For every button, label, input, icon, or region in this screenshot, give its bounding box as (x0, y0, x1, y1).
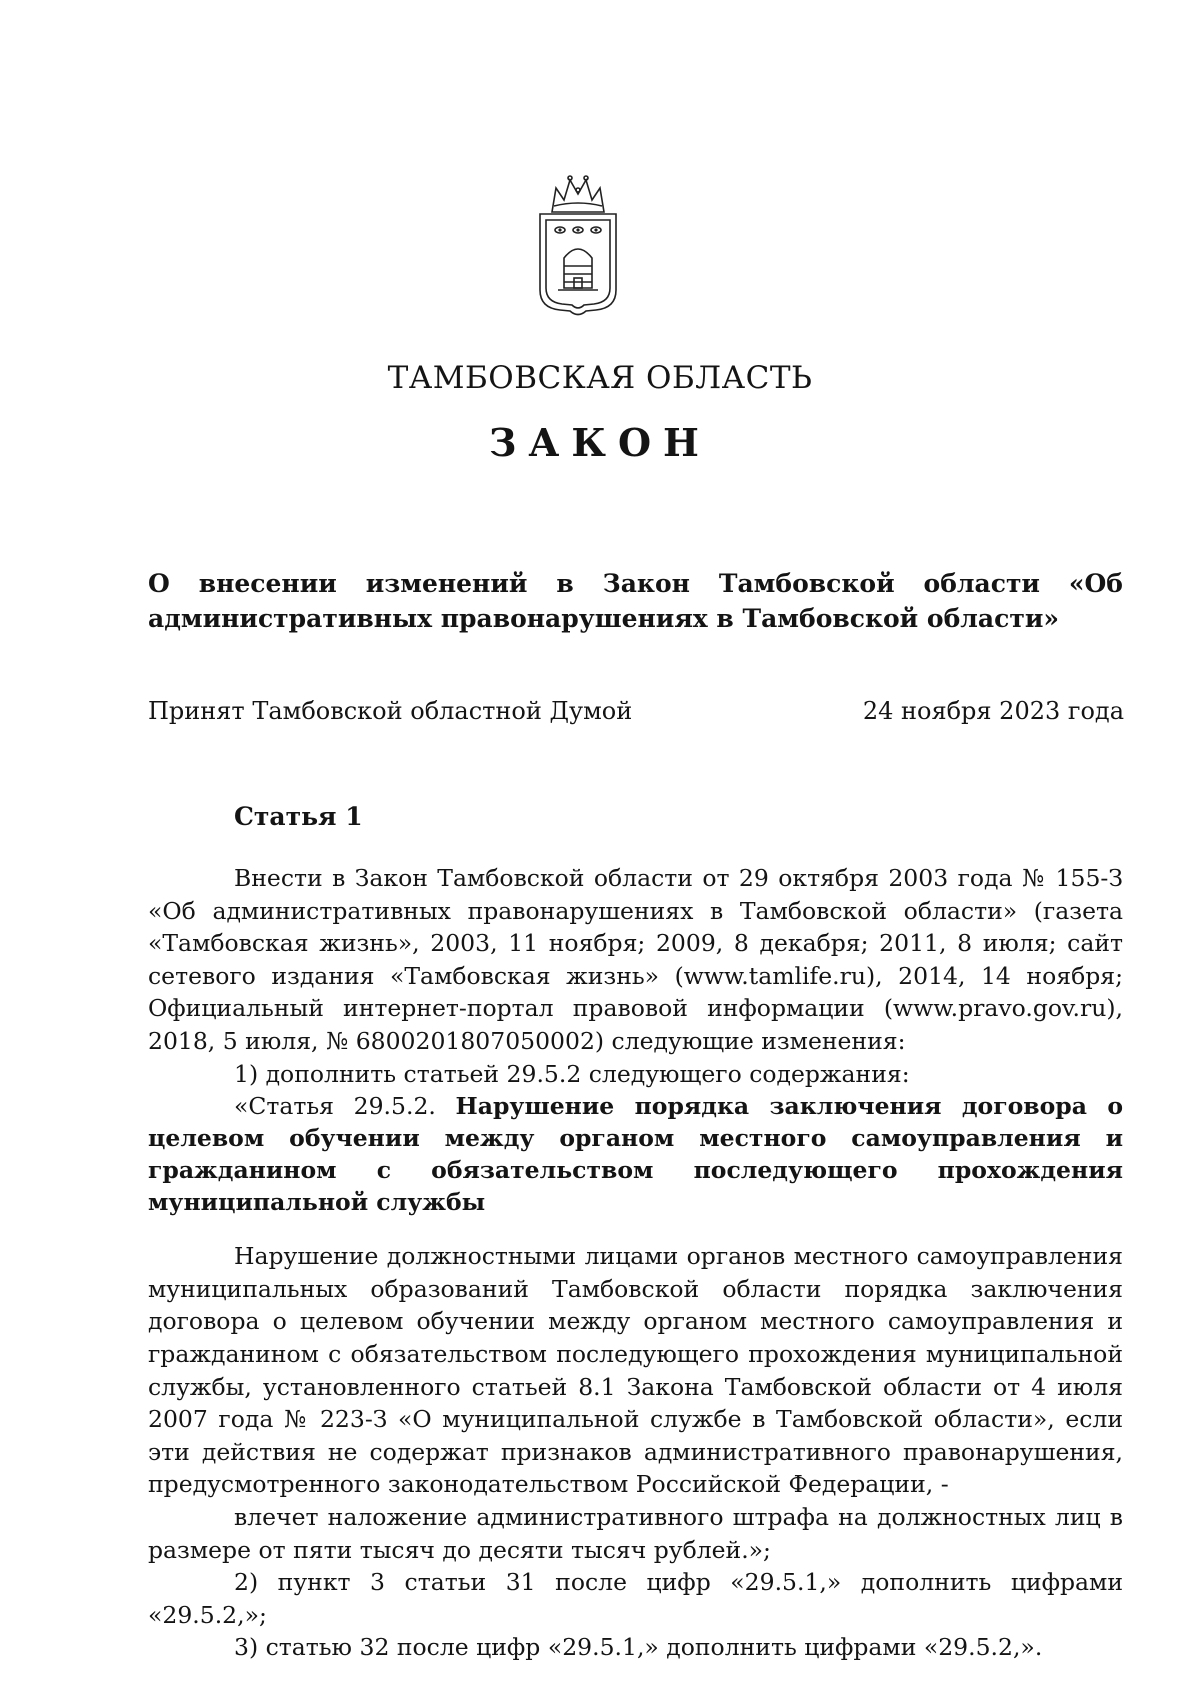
amendment-item-1: 1) дополнить статьей 29.5.2 следующего содержания: (234, 1059, 910, 1088)
new-article-prefix: «Статья 29.5.2. (234, 1092, 436, 1121)
penalty-text: влечет наложение административного штрафа на должностных лиц в размере от пяти тысяч до десяти тысяч рублей.»; (148, 1502, 1123, 1564)
new-article-title: Нарушение порядка заключения договора о целевом обучении между органом местного самоуправления и гражданином с обязательством последующего прохождения муниципальной службы (148, 1092, 1123, 1217)
region-heading: ТАМБОВСКАЯ ОБЛАСТЬ (387, 360, 813, 396)
coat-of-arms-emblem (530, 170, 626, 320)
amendment-item-2: 2) пункт 3 статьи 31 после цифр «29.5.1,» дополнить цифрами «29.5.2,»; (148, 1568, 1123, 1629)
new-article-text: Нарушение должностными лицами органов местного самоуправления муниципальных образований Тамбовской области порядка заключения договора о целевом обучении между органом местного самоуправления и гражданином с обязательством последующего прохождения муниципальной службы, установленного статьей 8.1 Закона Тамбовской области от 4 июля 2007 года № 223-З «О муниципальной службе в Тамбовской области», если эти действия не содержат признаков административного правонарушения, предусмотренного законодательством Российской Федерации, - (148, 1242, 1123, 1499)
article-body (148, 862, 1123, 1664)
amendment-item-3: 3) статью 32 после цифр «29.5.1,» дополнить цифрами «29.5.2,». (234, 1633, 1043, 1662)
document-type-heading: ЗАКОН (489, 420, 711, 465)
law-title: О внесении изменений в Закон Тамбовской области «Об административных правонарушениях в Тамбовской области» (148, 569, 1123, 633)
new-article-heading (148, 1090, 1123, 1218)
article-heading: Статья 1 (234, 802, 363, 831)
adoption-date: 24 ноября 2023 года (862, 697, 1124, 725)
adopted-by: Принят Тамбовской областной Думой (148, 697, 633, 725)
article-intro: Внести в Закон Тамбовской области от 29 октября 2003 года № 155-З «Об административных правонарушениях в Тамбовской области» (газета «Тамбовская жизнь», 2003, 11 ноября; 2009, 8 декабря; 2011, 8 июля; сайт сетевого издания «Тамбовская жизнь» (www.tamlife.ru), 2014, 14 ноября; Официальный интернет-портал правовой информации (www.pravo.gov.ru), 2018, 5 июля, № 6800201807050002) следующие изменения: (148, 864, 1123, 1055)
